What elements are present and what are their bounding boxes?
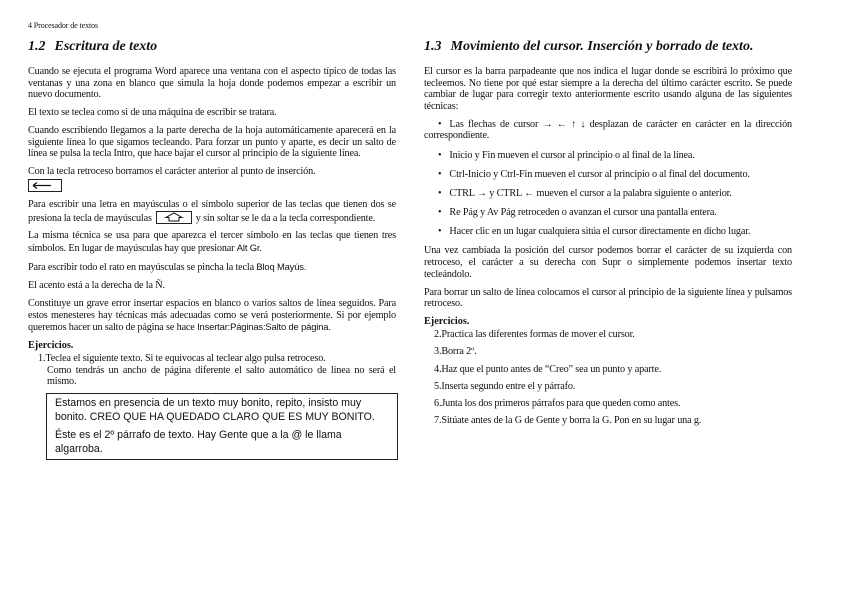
section-title: Escritura de texto [54,39,158,54]
paragraph: Una vez cambiada la posición del cursor podemos borrar el carácter de su izquierda con retroceso, el carácter a su derecha con Supr o simplemente podemos insertar texto tecleándolo. [424,245,792,280]
paragraph: Cuando se ejecuta el programa Word aparece una ventana con el aspecto típico de todas las ventanas y una zona en blanco que simula la hoja donde podemos empezar a escribir un nuevo documento. [28,66,396,101]
key-name: Alt Gr. [236,242,262,254]
paragraph [28,230,396,254]
running-head: 4 Procesador de textos [28,21,99,30]
list-item: • Las flechas de cursor → ← ↑ ↓ desplazan de carácter en carácter en la dirección correspondiente. [424,119,792,142]
exercise-item: 3.Borra 2º. [434,346,477,358]
section-number: 1.2 [28,39,46,54]
paragraph-text: Para escribir una letra en mayúsculas o el símbolo superior de las teclas que tienen dos se presiona la tecla de mayúsculas [28,198,396,224]
exercises-heading: Ejercicios. [28,340,74,352]
list-item: • Ctrl-Inicio y Ctrl-Fin mueven el cursor al principio o al final del documento. [424,169,792,181]
shift-key-icon [156,211,192,224]
menu-path: Insertar:Páginas:Salto de página. [197,321,331,333]
paragraph: El cursor es la barra parpadeante que nos indica el lugar donde se escribirá lo próximo que tecleemos. No tiene por qué estar siempre a la derecha del último carácter escrito. Se puede cambiar de lugar para corregir texto anteriormente escrito usando alguna de las siguientes técnicas: [424,66,792,112]
paragraph-backspace [28,166,396,192]
paragraph-text: Para escribir todo el rato en mayúsculas se pincha la tecla [28,262,254,274]
exercise-text: Como tendrás un ancho de página diferente el salto automático de línea no será el mismo. [47,364,396,388]
backspace-key-icon [28,179,62,192]
exercise-list [424,329,792,427]
exercise-item [28,353,396,388]
paragraph: El texto se teclea como si de una máquina de escribir se tratara. [28,107,277,119]
paragraph: Cuando escribiendo llegamos a la parte derecha de la hoja automáticamente aparecerá en la siguiente línea lo que sigamos tecleando. Para forzar un punto y aparte, es decir un salto de línea se pulsa la tecla Intro, que hace bajar el cursor al principio de la siguiente línea. [28,125,396,160]
left-column [28,38,396,460]
sample-text-box [46,393,398,460]
section-heading-1-3 [424,38,792,56]
paragraph: Para borrar un salto de línea colocamos el cursor al principio de la siguiente línea y pulsamos retroceso. [424,286,792,310]
exercise-list [28,353,396,388]
sample-paragraph: Éste es el 2º párrafo de texto. Hay Gente que a la @ le llama algarroba. [55,429,342,455]
section-number: 1.3 [424,39,442,54]
key-name: Bloq Mayús. [256,261,307,273]
right-column [424,38,792,432]
exercise-item: 2.Practica las diferentes formas de mover el cursor. [434,329,635,341]
exercise-item: 6.Junta los dos primeros párrafos para que queden como antes. [434,397,681,409]
exercise-item: 4.Haz que el punto antes de “Creo” sea un punto y aparte. [434,363,662,375]
paragraph-text: y sin soltar se le da a la tecla correspondiente. [195,212,376,224]
paragraph-text: La misma técnica se usa para que aparezca el tercer símbolo en las teclas que tienen tres símbolos. En lugar de mayúsculas hay que presionar [28,230,396,255]
exercise-item: 5.Inserta segundo entre el y párrafo. [434,380,576,392]
list-item: • Hacer clic en un lugar cualquiera sitúa el cursor directamente en dicho lugar. [424,226,792,238]
sample-paragraph: Estamos en presencia de un texto muy bonito, repito, insisto muy bonito. CREO QUE HA QUEDADO CLARO QUE ES MUY BONITO. [55,396,375,423]
list-item: • CTRL → y CTRL ← mueven el cursor a la palabra siguiente o anterior. [424,188,792,200]
list-item: • Inicio y Fin mueven el cursor al principio o al final de la línea. [424,150,792,162]
list-item: • Re Pág y Av Pág retroceden o avanzan el cursor una pantalla entera. [424,207,792,219]
paragraph-text: Constituye un grave error insertar espacios en blanco o varios saltos de línea seguidos. Para estos menesteres hay técnicas más adecuadas como se verá posteriormente. Si por ejemplo queremos hacer un salto de página se hace [28,298,396,334]
paragraph [28,298,396,334]
exercise-item: 7.Sitúate antes de la G de Gente y borra la G. Pon en su lugar una g. [434,415,702,427]
exercises-heading: Ejercicios. [424,316,470,328]
paragraph-shift [28,199,396,224]
paragraph-text: Con la tecla retroceso borramos el carácter anterior al punto de inserción. [28,166,316,178]
section-title: Movimiento del cursor. Inserción y borrado de texto. [450,39,754,54]
technique-list [424,119,792,238]
paragraph: El acento está a la derecha de la Ñ. [28,280,165,292]
exercise-text: 1.Teclea el siguiente texto. Si te equivocas al teclear algo pulsa retroceso. [38,353,326,365]
section-heading-1-2 [28,38,396,56]
paragraph [28,261,396,274]
